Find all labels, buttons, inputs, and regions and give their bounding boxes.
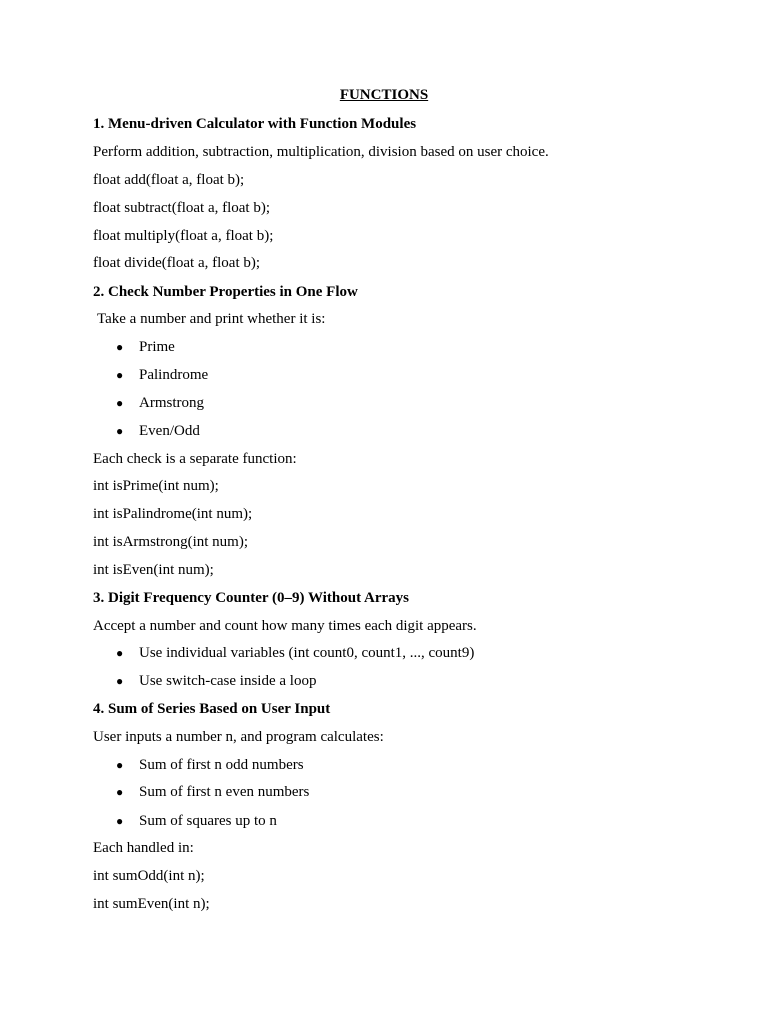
bullet-icon: ●	[116, 368, 124, 382]
section-2-heading: 2. Check Number Properties in One Flow	[93, 284, 358, 300]
section-3-heading: 3. Digit Frequency Counter (0–9) Without Arrays	[93, 590, 409, 606]
code-line: int isEven(int num);	[93, 562, 214, 578]
code-line: float add(float a, float b);	[93, 172, 245, 188]
bullet-icon: ●	[116, 340, 124, 354]
code-line: int isPrime(int num);	[93, 478, 219, 494]
list-item: ● Even/Odd	[116, 423, 200, 439]
code-line: float divide(float a, float b);	[93, 255, 261, 271]
list-item: ● Palindrome	[116, 367, 209, 383]
section-4-heading: 4. Sum of Series Based on User Input	[93, 701, 331, 717]
section-1-heading: 1. Menu-driven Calculator with Function Modules	[93, 116, 417, 132]
code-line: int isPalindrome(int num);	[93, 506, 253, 522]
list-item: ● Use individual variables (int count0, count1, ..., count9)	[116, 645, 475, 661]
list-item: ● Sum of first n odd numbers	[116, 757, 304, 773]
list-item: ● Sum of squares up to n	[116, 813, 277, 829]
list-item: ● Use switch-case inside a loop	[116, 673, 317, 689]
bullet-icon: ●	[116, 758, 124, 772]
section-2-note: Each check is a separate function:	[93, 451, 297, 467]
section-4-intro: User inputs a number n, and program calculates:	[93, 729, 384, 745]
bullet-icon: ●	[116, 646, 124, 660]
section-1-intro: Perform addition, subtraction, multiplication, division based on user choice.	[93, 144, 549, 160]
bullet-icon: ●	[116, 814, 124, 828]
code-line: int sumEven(int n);	[93, 896, 210, 912]
code-line: int sumOdd(int n);	[93, 868, 205, 884]
bullet-icon: ●	[116, 785, 124, 799]
code-line: float multiply(float a, float b);	[93, 228, 274, 244]
document-title: FUNCTIONS	[339, 87, 429, 103]
bullet-icon: ●	[116, 396, 124, 410]
list-item: ● Prime	[116, 339, 175, 355]
section-4-note: Each handled in:	[93, 840, 194, 856]
list-item: ● Armstrong	[116, 395, 204, 411]
section-2-intro: Take a number and print whether it is:	[97, 311, 326, 327]
code-line: float subtract(float a, float b);	[93, 200, 271, 216]
list-item: ● Sum of first n even numbers	[116, 784, 310, 800]
bullet-icon: ●	[116, 424, 124, 438]
bullet-icon: ●	[116, 674, 124, 688]
code-line: int isArmstrong(int num);	[93, 534, 248, 550]
section-3-intro: Accept a number and count how many times each digit appears.	[93, 618, 477, 634]
